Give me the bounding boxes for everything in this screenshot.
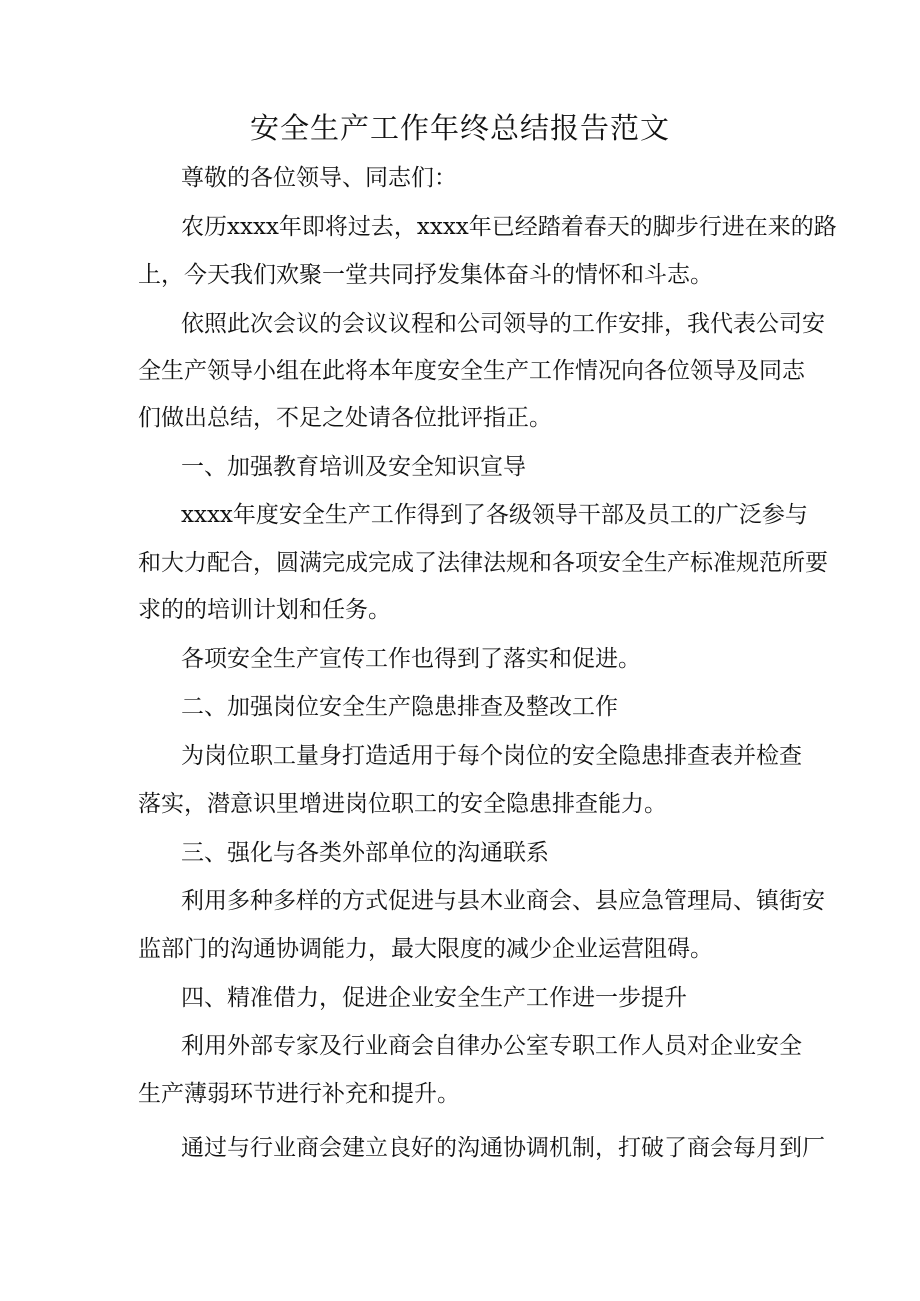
paragraph-line: 监部门的沟通协调能力，最大限度的减少企业运营阻碍。 bbox=[138, 936, 713, 962]
section-heading-3: 三、强化与各类外部单位的沟通联系 bbox=[181, 840, 549, 866]
document-title: 安全生产工作年终总结报告范文 bbox=[249, 111, 670, 145]
paragraph-line: 生产薄弱环节进行补充和提升。 bbox=[138, 1081, 460, 1107]
section-heading-1: 一、加强教育培训及安全知识宣导 bbox=[181, 454, 526, 480]
paragraph-line: 通过与行业商会建立良好的沟通协调机制，打破了商会每月到厂 bbox=[181, 1135, 825, 1161]
paragraph-line: 依照此次会议的会议议程和公司领导的工作安排，我代表公司安 bbox=[181, 311, 825, 337]
paragraph-line: 各项安全生产宣传工作也得到了落实和促进。 bbox=[181, 646, 641, 672]
paragraph-line: 农历xxxx年即将过去，xxxx年已经踏着春天的脚步行进在来的路 bbox=[181, 214, 837, 240]
paragraph-greeting: 尊敬的各位领导、同志们： bbox=[181, 165, 457, 191]
paragraph-line: 利用多种多样的方式促进与县木业商会、县应急管理局、镇街安 bbox=[181, 888, 825, 914]
paragraph-line: 全生产领导小组在此将本年度安全生产工作情况向各位领导及同志 bbox=[138, 358, 805, 384]
section-heading-2: 二、加强岗位安全生产隐患排查及整改工作 bbox=[181, 694, 618, 720]
section-heading-4: 四、精准借力，促进企业安全生产工作进一步提升 bbox=[181, 985, 687, 1011]
paragraph-line: 们做出总结，不足之处请各位批评指正。 bbox=[138, 405, 552, 431]
paragraph-line: 和大力配合，圆满完成完成了法律法规和各项安全生产标准规范所要 bbox=[138, 550, 828, 576]
paragraph-line: 求的的培训计划和任务。 bbox=[138, 597, 391, 623]
paragraph-line: 为岗位职工量身打造适用于每个岗位的安全隐患排查表并检查 bbox=[181, 743, 802, 769]
paragraph-line: 利用外部专家及行业商会自律办公室专职工作人员对企业安全 bbox=[181, 1033, 802, 1059]
paragraph-line: 落实，潜意识里增进岗位职工的安全隐患排查能力。 bbox=[138, 791, 667, 817]
paragraph-line: 上，今天我们欢聚一堂共同抒发集体奋斗的情怀和斗志。 bbox=[138, 262, 713, 288]
paragraph-line: xxxx年度安全生产工作得到了各级领导干部及员工的广泛参与 bbox=[181, 502, 808, 528]
